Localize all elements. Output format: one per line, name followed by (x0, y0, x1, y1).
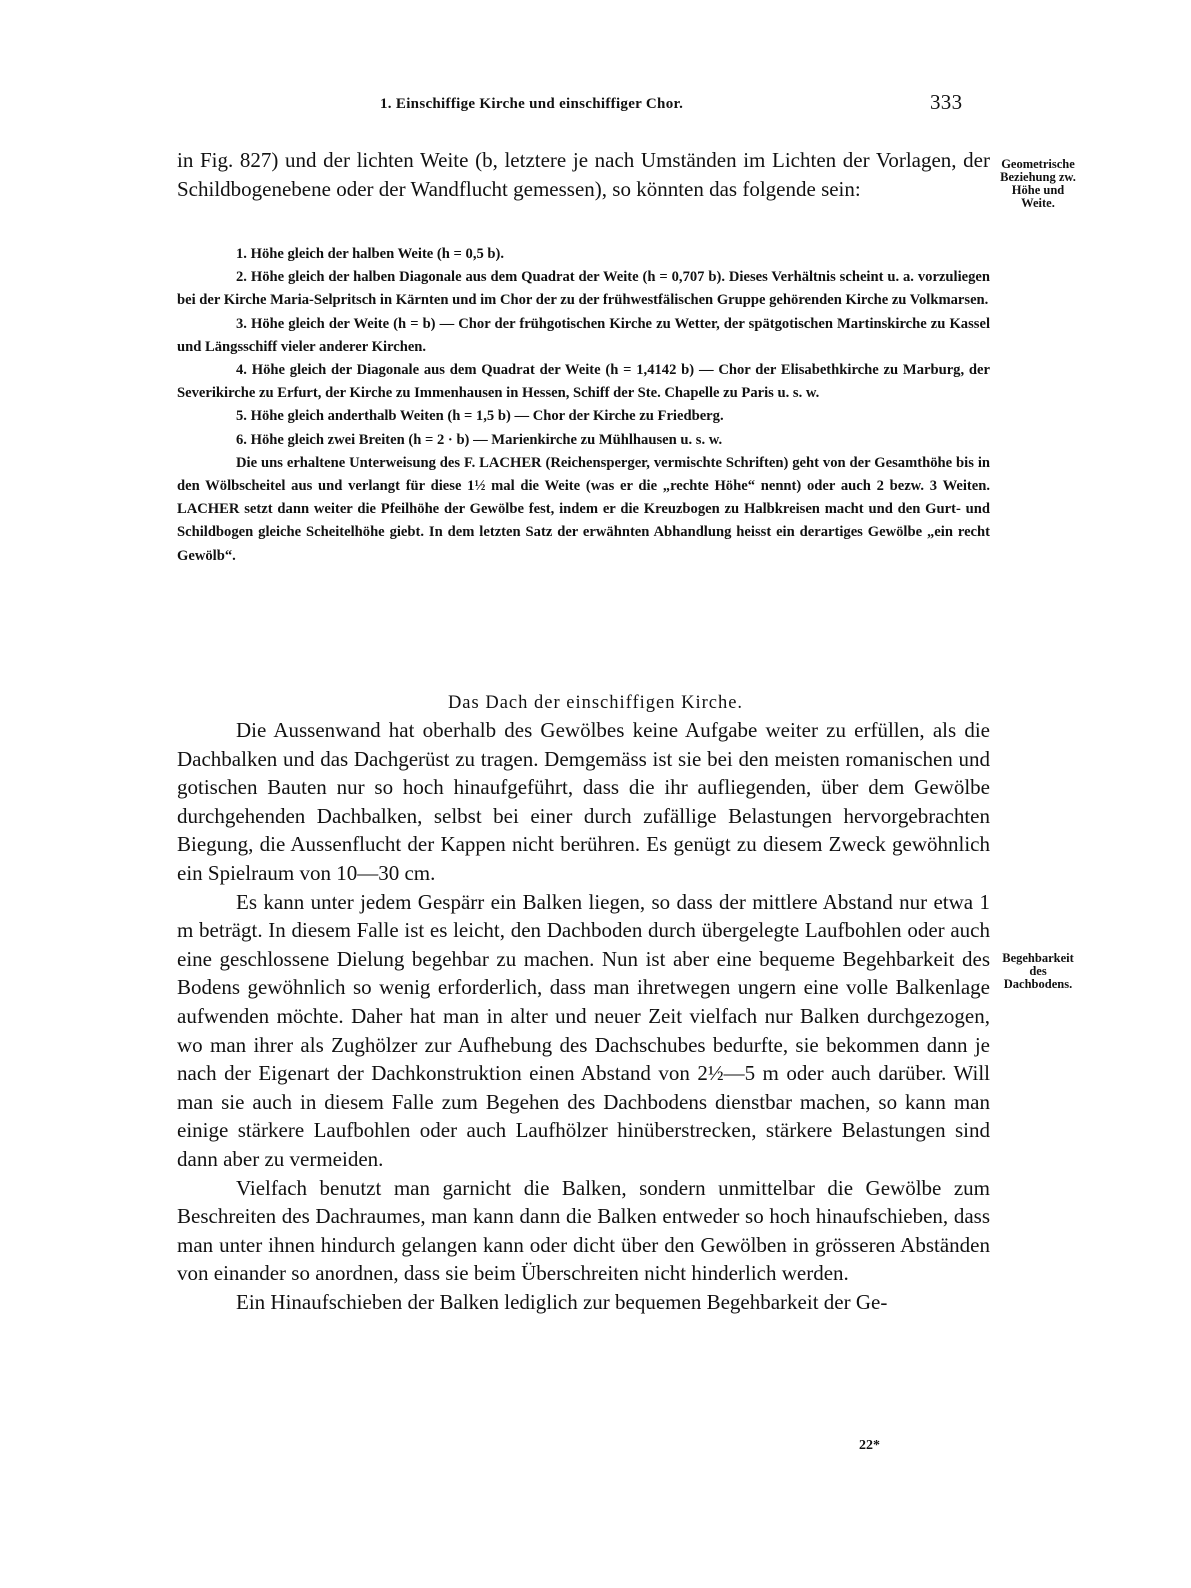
list-item: 4. Höhe gleich der Diagonale aus dem Quadrat der Weite (h = 1,4142 b) — Chor der Elisabethkirche zu Marburg, der Severikirche zu Erfurt, der Kirche zu Immenhausen in Hessen, Schiff der Ste. Chapelle zu Paris u. s. w. (177, 362, 990, 402)
page-number: 333 (930, 90, 963, 114)
paragraph: Die Aussenwand hat oberhalb des Gewölbes keine Aufgabe weiter zu erfüllen, als die Dachbalken und das Dachgerüst zu tragen. Demgemäss ist sie bei den meisten romanischen und gotischen Bauten nur so hoch hinaufgeführt, dass die ihr aufliegenden, über dem Gewölbe durchgehenden Dachbalken, selbst bei einer durch zufällige Belastungen hervorgebrachten Biegung, die Aussenflucht der Kappen nicht berühren. Es genügt zu diesem Zweck gewöhnlich ein Spielraum von 10—30 cm. (177, 718, 990, 885)
list-item: 1. Höhe gleich der halben Weite (h = 0,5 b). (236, 246, 505, 262)
intro-paragraph (177, 146, 990, 203)
section-heading: Das Dach der einschiffigen Kirche. (447, 693, 744, 713)
margin-note-walkable: Begehbarkeit des Dachbodens. (1002, 951, 1074, 991)
list-item: 3. Höhe gleich der Weite (h = b) — Chor der frühgotischen Kirche zu Wetter, der spätgotischen Martinskirche zu Kassel und Längsschiff vieler anderer Kirchen. (177, 315, 990, 355)
list-item: 5. Höhe gleich anderthalb Weiten (h = 1,5 b) — Chor der Kirche zu Friedberg. (236, 408, 724, 425)
paragraph: Vielfach benutzt man garnicht die Balken, sondern unmittelbar die Gewölbe zum Beschreiten des Dachraumes, man kann dann die Balken entweder so hoch hinaufschieben, dass man unter ihnen hindurch gelangen kann oder dicht über den Gewölben in grösseren Abständen von einander so anordnen, dass sie beim Überschreiten nicht hinderlich werden. (177, 1175, 990, 1286)
signature-mark: 22* (859, 1438, 880, 1453)
intro-text: in Fig. 827) und der lichten Weite (b, letztere je nach Umständen im Lichten der Vorlagen, der Schildbogenebene oder der Wandflucht gemessen), so könnten das folgende sein: (177, 148, 990, 201)
main-text (177, 716, 990, 1316)
paragraph: Ein Hinaufschieben der Balken lediglich zur bequemen Begehbarkeit der Ge- (236, 1289, 888, 1314)
list-item: 6. Höhe gleich zwei Breiten (h = 2 · b) — Marienkirche zu Mühlhausen u. s. w. (236, 431, 723, 448)
ratio-list (177, 243, 990, 568)
list-item: 2. Höhe gleich der halben Diagonale aus dem Quadrat der Weite (h = 0,707 b). Dieses Verhältnis scheint u. a. vorzuliegen bei der Kirche Maria-Selpritsch in Kärnten und im Chor der zu der frühwestfälischen Gruppe gehörenden Kirche zu Volkmarsen. (177, 269, 990, 309)
running-title: 1. Einschiffige Kirche und einschiffiger Chor. (380, 96, 684, 112)
paragraph: Es kann unter jedem Gespärr ein Balken liegen, so dass der mittlere Abstand nur etwa 1 m beträgt. In diesem Falle ist es leicht, den Dachboden durch übergelegte Laufbohlen oder auch eine geschlossene Dielung begehbar zu machen. Nun ist aber eine bequeme Begehbarkeit des Bodens gewöhnlich so wenig erforderlich, dass man ihretwegen ungern eine volle Balkenlage aufwenden möchte. Daher hat man in alter und neuer Zeit vielfach nur Balken durchgezogen, wo man ihrer als Zughölzer zur Aufhebung des Dachschubes bedurfte, sie bekommen dann je nach der Eigenart der Dachkonstruktion einen Abstand von 2½—5 m oder auch darüber. Will man sie auch in diesem Falle zum Begehen des Dachbodens dienstbar machen, so kann man einige stärkere Laufbohlen oder auch Laufhölzer hinüberstrecken, stärkere Belastungen sind dann aber zu vermeiden. (177, 889, 990, 1171)
page-header (380, 90, 980, 114)
margin-note-geometric: Geometrische Beziehung zw. Höhe und Weite. (1000, 157, 1076, 210)
lacher-paragraph: Die uns erhaltene Unterweisung des F. LACHER (Reichensperger, vermischte Schriften) geht von der Gesamthöhe bis in den Wölbscheitel aus und verlangt für diese 1½ mal die Weite (was er die „rechte Höhe“ nennt) oder auch 2 bezw. 3 Weiten. LACHER setzt dann weiter die Pfeilhöhe der Gewölbe fest, indem er die Kreuzbogen zu Halbkreisen macht und den Gurt- und Schildbogen gleiche Scheitelhöhe giebt. In dem letzten Satz der erwähnten Abhandlung heisst ein derartiges Gewölbe „ein recht Gewölb“. (177, 454, 990, 564)
